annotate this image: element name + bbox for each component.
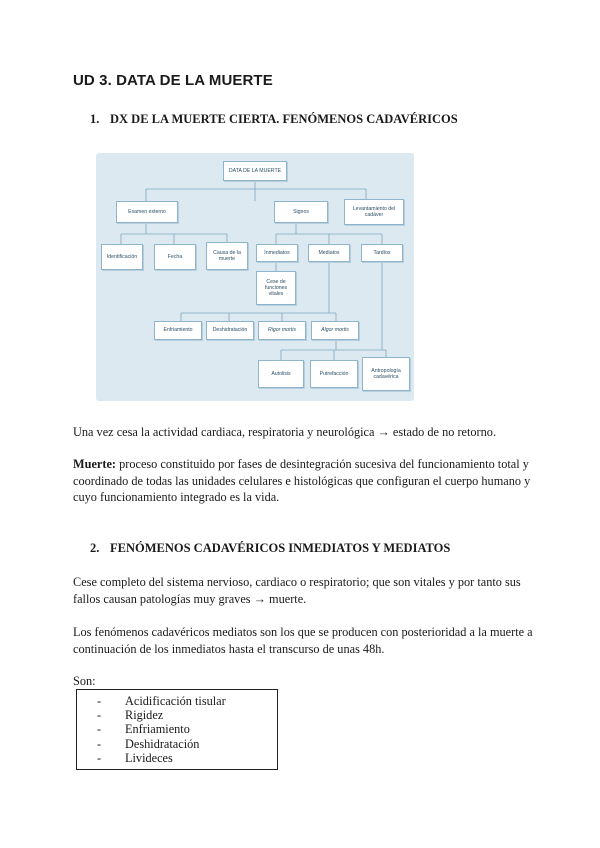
section-2-heading (90, 541, 450, 556)
diagram-node-antropologia: Antropología cadavérica (362, 357, 410, 391)
diagram-node-root: DATA DE LA MUERTE (223, 161, 287, 181)
intro-paragraph: Una vez cesa la actividad cardiaca, respiratoria y neurológica → estado de no retorno. (73, 425, 497, 439)
diagram-node-examen-externo: Examen externo (116, 201, 178, 223)
section-1-title: DX DE LA MUERTE CIERTA. FENÓMENOS CADAVÉRICOS (110, 112, 458, 126)
fenomenos-list-box (76, 689, 278, 770)
list-marker: - (97, 722, 102, 737)
list-item-text: Rigidez (125, 708, 164, 723)
section-1-heading (90, 112, 458, 127)
muerte-label: Muerte: (73, 457, 117, 471)
diagram-node-autolisis: Autolisis (258, 360, 304, 388)
diagram-node-enfriamiento: Enfriamiento (154, 321, 202, 340)
list-marker: - (97, 708, 102, 723)
diagram-node-deshidratacion: Deshidratación (206, 321, 254, 340)
list-marker: - (97, 694, 102, 708)
diagram-node-inmediatos: Inmediatos (256, 244, 298, 262)
list-item-text: Livideces (125, 750, 173, 765)
mediatos-paragraph: Los fenómenos cadavéricos mediatos son los que se producen con posterioridad a la muerte a continuación de los inmediatos hasta el transcurso de unas 48h. (73, 625, 533, 656)
diagram-node-algor-mortis: Algor mortis (311, 321, 359, 340)
list-item-text: Enfriamiento (125, 722, 190, 737)
section-1-number: 1. (90, 112, 100, 126)
document-title: UD 3. DATA DE LA MUERTE (73, 72, 273, 89)
list-item (77, 694, 277, 708)
list-item (77, 737, 277, 751)
list-item-text: Deshidratación (125, 736, 200, 751)
diagram-node-putrefaccion: Putrefacción (310, 360, 358, 388)
list-item-text: Acidificación tisular (125, 694, 226, 708)
fenomenos-list (77, 694, 277, 765)
diagram-node-levantamiento: Levantamiento del cadáver (344, 199, 404, 225)
diagram-node-causa: Causa de la muerte (206, 242, 248, 270)
diagram-node-cese-funciones: Cese de funciones vitales (256, 271, 296, 305)
list-item (77, 751, 277, 765)
list-marker: - (97, 750, 102, 765)
muerte-definition-paragraph (73, 456, 533, 506)
data-muerte-diagram (96, 153, 414, 401)
diagram-node-tardios: Tardíos (361, 244, 403, 262)
section-2-number: 2. (90, 541, 100, 555)
cese-paragraph: Cese completo del sistema nervioso, cardiaco o respiratorio; que son vitales y por tanto sus fallos causan patologías muy graves → muerte. (73, 575, 521, 606)
diagram-node-rigor-mortis: Rigor mortis (258, 321, 306, 340)
list-item (77, 722, 277, 736)
diagram-node-identificacion: Identificación (101, 244, 143, 270)
section-2-title: FENÓMENOS CADAVÉRICOS INMEDIATOS Y MEDIATOS (110, 541, 451, 555)
diagram-node-signos: Signos (274, 201, 328, 223)
diagram-node-mediatos: Mediatos (308, 244, 350, 262)
diagram-node-fecha: Fecha (154, 244, 196, 270)
list-item (77, 708, 277, 722)
son-label: Son: (73, 674, 96, 688)
muerte-definition-text: proceso constituido por fases de desintegración sucesiva del funcionamiento total y coordinado de todas las unidades celulares e histológicas que configuran el cuerpo humano y cuyo funcionamiento integrado es la vida. (73, 457, 531, 504)
list-marker: - (97, 736, 102, 751)
